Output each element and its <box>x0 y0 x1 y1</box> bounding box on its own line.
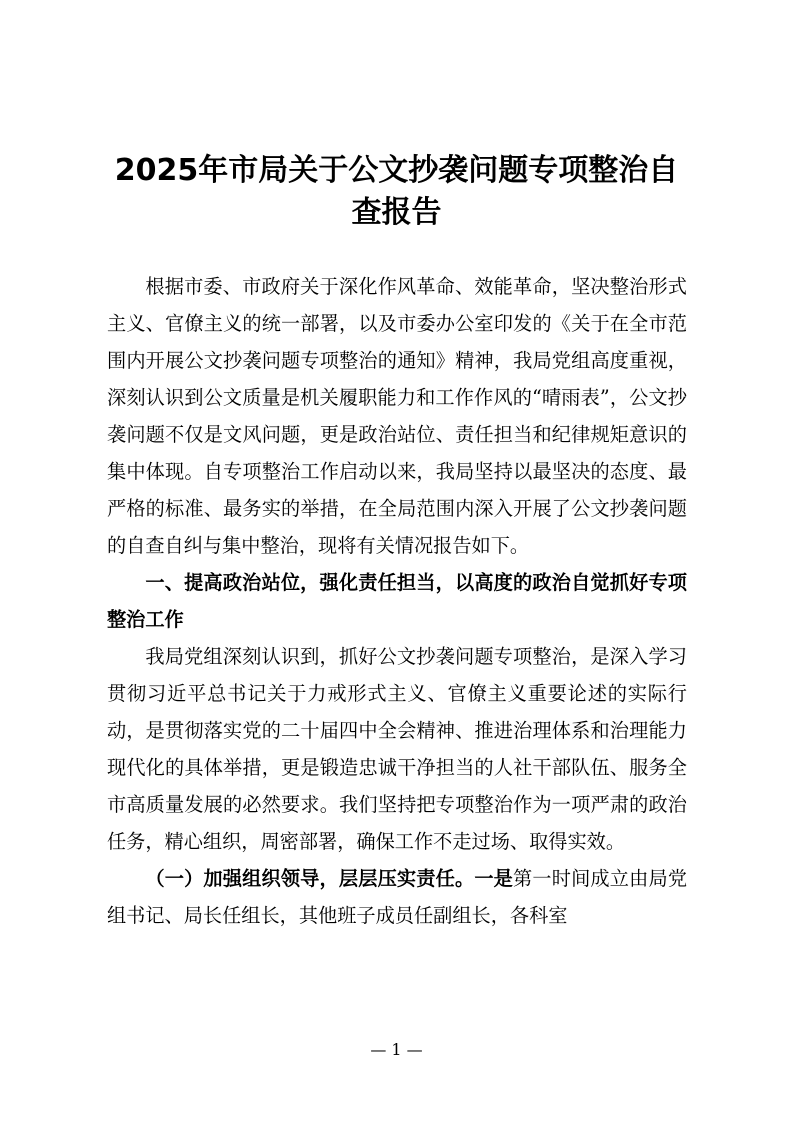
subsection-1-paragraph <box>107 860 687 934</box>
subsection-1-text: 第一时间成立由局党组书记、局长任组长，其他班子成员任副组长，各科室 <box>107 867 688 927</box>
document-title: 2025年市局关于公文抄袭问题专项整治自查报告 <box>114 153 679 230</box>
page-number: — 1 — <box>370 1040 423 1059</box>
subsection-lead: 一是 <box>474 867 514 890</box>
section-heading-1: 一、提高政治站位，强化责任担当，以高度的政治自觉抓好专项整治工作 <box>107 571 687 631</box>
document-body <box>107 268 687 934</box>
section-1-paragraph: 我局党组深刻认识到，抓好公文抄袭问题专项整治，是深入学习贯彻习近平总书记关于力戒形式主义、官僚主义重要论述的实际行动，是贯彻落实党的二十届四中全会精神、推进治理体系和治理能力现代化的具体举措，更是锻造忠诚干净担当的人社干部队伍、服务全市高质量发展的必然要求。我们坚持把专项整治作为一项严肃的政治任务，精心组织，周密部署，确保工作不走过场、取得实效。 <box>107 645 687 853</box>
intro-paragraph: 根据市委、市政府关于深化作风革命、效能革命，坚决整治形式主义、官僚主义的统一部署，以及市委办公室印发的《关于在全市范围内开展公文抄袭问题专项整治的通知》精神，我局党组高度重视，深刻认识到公文质量是机关履职能力和工作作风的“晴雨表”，公文抄袭问题不仅是文风问题，更是政治站位、责任担当和纪律规矩意识的集中体现。自专项整治工作启动以来，我局坚持以最坚决的态度、最严格的标准、最务实的举措，在全局范围内深入开展了公文抄袭问题的自查自纠与集中整治，现将有关情况报告如下。 <box>107 275 687 557</box>
subsection-heading-1: （一）加强组织领导，层层压实责任。 <box>145 867 475 890</box>
